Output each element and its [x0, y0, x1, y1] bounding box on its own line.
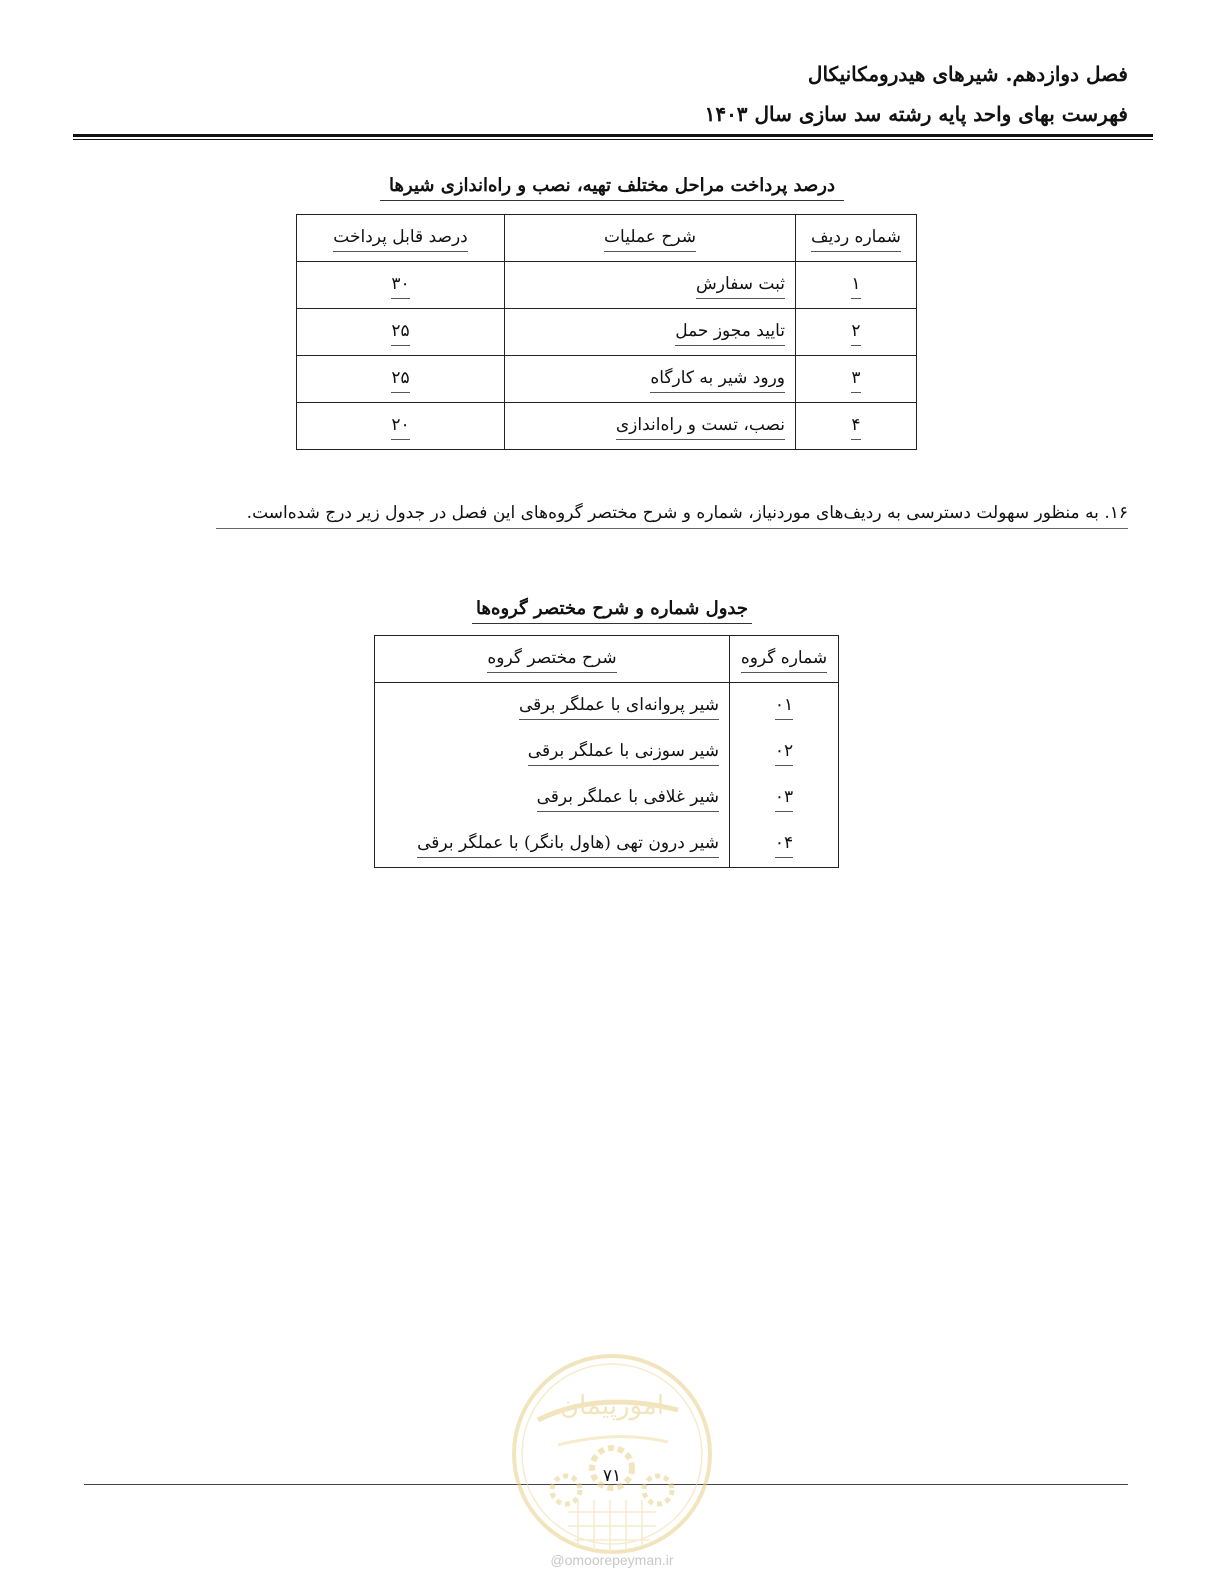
group-description: شیر غلافی با عملگر برقی	[375, 775, 730, 821]
group-number: ۰۲	[730, 729, 839, 775]
group-number: ۰۱	[730, 683, 839, 730]
table2-caption: جدول شماره و شرح مختصر گروه‌ها	[472, 597, 752, 624]
row-number: ۴	[796, 403, 917, 450]
payment-percentage: ۲۵	[297, 309, 505, 356]
operation-description: ثبت سفارش	[505, 262, 796, 309]
table1-caption: درصد پرداخت مراحل مختلف تهیه، نصب و راه‌اندازی شیرها	[380, 174, 844, 201]
table-row	[297, 262, 917, 309]
note-paragraph: ۱۶. به منظور سهولت دسترسی به ردیف‌های موردنیاز، شماره و شرح مختصر گروه‌های این فصل در جدول زیر درج شده‌است.	[216, 500, 1128, 529]
row-number: ۳	[796, 356, 917, 403]
column-header-group-description: شرح مختصر گروه	[375, 636, 730, 683]
table-row	[297, 309, 917, 356]
column-header-row-number: شماره ردیف	[796, 215, 917, 262]
chapter-title: فصل دوازدهم. شیرهای هیدرومکانیکال	[807, 62, 1128, 86]
payment-percentage: ۲۰	[297, 403, 505, 450]
column-header-group-number: شماره گروه	[730, 636, 839, 683]
column-header-operation: شرح عملیات	[505, 215, 796, 262]
group-description: شیر درون تهی (هاول بانگر) با عملگر برقی	[375, 821, 730, 868]
group-summary-table	[374, 635, 839, 868]
table-row	[375, 821, 839, 868]
page-number: ۷۱	[602, 1466, 622, 1486]
table-row	[375, 683, 839, 730]
group-description: شیر سوزنی با عملگر برقی	[375, 729, 730, 775]
table-row	[375, 775, 839, 821]
table-header-row	[375, 636, 839, 683]
payment-percentage: ۲۵	[297, 356, 505, 403]
table-row	[375, 729, 839, 775]
operation-description: نصب، تست و راه‌اندازی	[505, 403, 796, 450]
table-row	[297, 356, 917, 403]
operation-description: تایید مجوز حمل	[505, 309, 796, 356]
watermark-text: @omoorepeyman.ir	[550, 1552, 674, 1568]
row-number: ۱	[796, 262, 917, 309]
table-row	[297, 403, 917, 450]
header-rule-thin	[73, 139, 1153, 140]
header-rule-thick	[73, 134, 1153, 137]
group-number: ۰۳	[730, 775, 839, 821]
group-description: شیر پروانه‌ای با عملگر برقی	[375, 683, 730, 730]
operation-description: ورود شیر به کارگاه	[505, 356, 796, 403]
group-number: ۰۴	[730, 821, 839, 868]
table-header-row	[297, 215, 917, 262]
row-number: ۲	[796, 309, 917, 356]
watermark-logo-icon	[508, 1350, 716, 1558]
watermark-logo-text: امورپیمان	[559, 1391, 665, 1421]
book-title: فهرست بهای واحد پایه رشته سد سازی سال ۱۴۰۳	[704, 102, 1128, 126]
payment-percentage-table	[296, 214, 917, 450]
column-header-percentage: درصد قابل پرداخت	[297, 215, 505, 262]
payment-percentage: ۳۰	[297, 262, 505, 309]
